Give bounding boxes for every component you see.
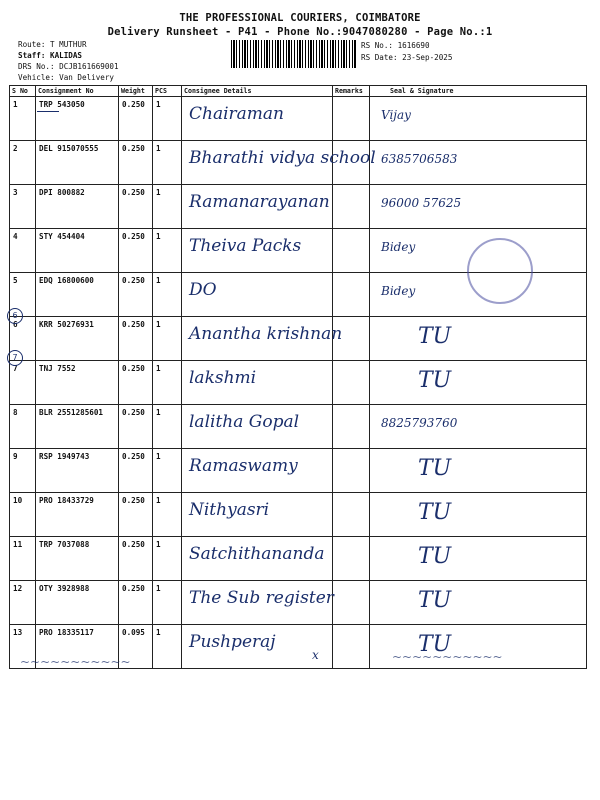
- weight-value: 0.095: [119, 625, 153, 669]
- vehicle-text: Vehicle: Van Delivery: [18, 73, 115, 82]
- signature-cell-text: TU: [418, 324, 452, 349]
- signature-cell: [370, 405, 587, 449]
- consignee-name: [182, 625, 333, 669]
- serial-number: 9: [10, 449, 36, 493]
- table-row: [10, 317, 587, 361]
- signature-cell: [370, 97, 587, 141]
- pcs-value: 1: [153, 273, 182, 317]
- consignee-name-text: Theiva Packs: [189, 236, 302, 256]
- footer-signature: ~~~~~~~~~~~: [392, 650, 503, 664]
- serial-number: 2: [10, 141, 36, 185]
- consignee-name: [182, 361, 333, 405]
- serial-number: 7: [10, 361, 36, 405]
- weight-value: 0.250: [119, 405, 153, 449]
- consignee-name-text: Ramaswamy: [189, 456, 298, 476]
- signature-cell: [370, 185, 587, 229]
- consignment-number: PRO 18335117: [36, 625, 119, 669]
- consignee-name: [182, 493, 333, 537]
- table-row: [10, 493, 587, 537]
- col-pcs: PCS: [153, 86, 182, 97]
- consignee-name-text: Nithyasri: [189, 500, 270, 520]
- serial-number: 5: [10, 273, 36, 317]
- table-header-row: [10, 86, 587, 97]
- col-sno: S No: [10, 86, 36, 97]
- signature-cell-text: 96000 57625: [381, 196, 462, 210]
- serial-number: 4: [10, 229, 36, 273]
- signature-cell-text: Bidey: [381, 240, 416, 254]
- consignment-number: DPI 800882: [36, 185, 119, 229]
- consignment-number: TRP 543050: [36, 97, 119, 141]
- consignment-number: RSP 1949743: [36, 449, 119, 493]
- circled-row-mark: 6: [7, 308, 23, 324]
- remarks-cell: [333, 185, 370, 229]
- consignee-name-text: Pushperaj: [189, 632, 276, 652]
- table-row: [10, 361, 587, 405]
- remarks-cell: [333, 581, 370, 625]
- col-consignee: Consignee Details: [182, 86, 333, 97]
- consignment-number: STY 454404: [36, 229, 119, 273]
- consignment-number: TRP 7037088: [36, 537, 119, 581]
- serial-number: 12: [10, 581, 36, 625]
- consignment-number: BLR 2551285601: [36, 405, 119, 449]
- signature-cell-text: Vijay: [381, 108, 411, 122]
- table-row: [10, 97, 587, 141]
- pcs-value: 1: [153, 405, 182, 449]
- weight-value: 0.250: [119, 361, 153, 405]
- pcs-value: 1: [153, 449, 182, 493]
- delivery-table: [9, 85, 587, 669]
- remarks-cell: [333, 229, 370, 273]
- signature-cell: [370, 141, 587, 185]
- consignee-name-text: Ramanarayanan: [189, 192, 330, 212]
- footer-handwriting: ~~~~~~~~~~~: [20, 655, 131, 669]
- signature-cell-text: TU: [418, 368, 452, 393]
- serial-number: 11: [10, 537, 36, 581]
- staff-text: Staff: KALIDAS: [18, 51, 83, 60]
- consignment-number: DEL 915070555: [36, 141, 119, 185]
- serial-number: 10: [10, 493, 36, 537]
- pcs-value: 1: [153, 185, 182, 229]
- signature-cell-text: 6385706583: [381, 152, 458, 166]
- consignee-name-text: Bharathi vidya school: [189, 148, 376, 168]
- consignee-name: [182, 273, 333, 317]
- rs-date: RS Date: 23-Sep-2025: [361, 53, 453, 62]
- circled-row-mark: 7: [7, 350, 23, 366]
- handwritten-underline: [37, 111, 59, 112]
- barcode: [231, 40, 356, 68]
- consignee-name-text: DO: [189, 280, 217, 300]
- weight-value: 0.250: [119, 493, 153, 537]
- runsheet-title: Delivery Runsheet - P41 - Phone No.:9047080280 - Page No.:1: [107, 26, 493, 38]
- serial-number: 6: [10, 317, 36, 361]
- footer-mark: x: [312, 648, 319, 662]
- weight-value: 0.250: [119, 537, 153, 581]
- signature-cell: [370, 449, 587, 493]
- signature-cell-text: TU: [418, 544, 452, 569]
- col-remarks: Remarks: [333, 86, 370, 97]
- serial-number: 1: [10, 97, 36, 141]
- remarks-cell: [333, 493, 370, 537]
- weight-value: 0.250: [119, 141, 153, 185]
- weight-value: 0.250: [119, 185, 153, 229]
- remarks-cell: [333, 361, 370, 405]
- consignment-number: TNJ 7552: [36, 361, 119, 405]
- consignee-name: [182, 317, 343, 361]
- remarks-cell: [333, 97, 370, 141]
- consignee-name: [182, 141, 376, 185]
- table-row: [10, 581, 587, 625]
- company-seal-stamp: [467, 238, 533, 304]
- pcs-value: 1: [153, 581, 182, 625]
- serial-number: 13: [10, 625, 36, 669]
- signature-cell-text: Bidey: [381, 284, 416, 298]
- pcs-value: 1: [153, 625, 182, 669]
- consignee-name-text: lakshmi: [189, 368, 257, 388]
- signature-cell: [370, 581, 587, 625]
- consignment-number: OTY 3928988: [36, 581, 119, 625]
- weight-value: 0.250: [119, 273, 153, 317]
- route-text: Route: T MUTHUR: [18, 40, 87, 49]
- weight-value: 0.250: [119, 449, 153, 493]
- pcs-value: 1: [153, 317, 182, 361]
- table-row: [10, 141, 587, 185]
- col-signature: Seal & Signature: [370, 86, 587, 97]
- signature-cell: [370, 493, 587, 537]
- consignee-name: [182, 185, 333, 229]
- signature-cell-text: 8825793760: [381, 416, 458, 430]
- remarks-cell: [333, 625, 370, 669]
- consignee-name: [182, 229, 333, 273]
- col-weight: Weight: [119, 86, 153, 97]
- consignee-name: [182, 449, 333, 493]
- pcs-value: 1: [153, 493, 182, 537]
- signature-cell-text: TU: [418, 632, 452, 657]
- signature-cell: [370, 361, 587, 405]
- weight-value: 0.250: [119, 317, 153, 361]
- remarks-cell: [333, 273, 370, 317]
- pcs-value: 1: [153, 537, 182, 581]
- pcs-value: 1: [153, 361, 182, 405]
- weight-value: 0.250: [119, 97, 153, 141]
- consignee-name-text: Anantha krishnan: [189, 324, 343, 344]
- col-consignment: Consignment No: [36, 86, 119, 97]
- table-row: [10, 405, 587, 449]
- serial-number: 8: [10, 405, 36, 449]
- consignee-name-text: Satchithananda: [189, 544, 325, 564]
- company-title: THE PROFESSIONAL COURIERS, COIMBATORE: [179, 12, 421, 24]
- consignee-name: [182, 405, 333, 449]
- signature-cell: [370, 317, 587, 361]
- pcs-value: 1: [153, 229, 182, 273]
- remarks-cell: [333, 449, 370, 493]
- consignee-name: [182, 97, 333, 141]
- signature-cell-text: TU: [418, 456, 452, 481]
- table-row: [10, 185, 587, 229]
- signature-cell-text: TU: [418, 588, 452, 613]
- consignee-name-text: The Sub register: [189, 588, 334, 608]
- consignment-number: PRO 18433729: [36, 493, 119, 537]
- consignee-name-text: Chairaman: [189, 104, 284, 124]
- consignment-number: EDQ 16800600: [36, 273, 119, 317]
- consignee-name: [182, 581, 333, 625]
- drs-text: DRS No.: DCJB161669001: [18, 62, 119, 71]
- signature-cell-text: TU: [418, 500, 452, 525]
- remarks-cell: [333, 537, 370, 581]
- remarks-cell: [333, 405, 370, 449]
- pcs-value: 1: [153, 97, 182, 141]
- signature-cell: [370, 537, 587, 581]
- pcs-value: 1: [153, 141, 182, 185]
- table-row: [10, 449, 587, 493]
- consignment-number: KRR 50276931: [36, 317, 119, 361]
- consignee-name-text: lalitha Gopal: [189, 412, 300, 432]
- serial-number: 3: [10, 185, 36, 229]
- table-row: [10, 537, 587, 581]
- rs-number: RS No.: 1616690: [361, 41, 430, 50]
- weight-value: 0.250: [119, 581, 153, 625]
- consignee-name: [182, 537, 333, 581]
- weight-value: 0.250: [119, 229, 153, 273]
